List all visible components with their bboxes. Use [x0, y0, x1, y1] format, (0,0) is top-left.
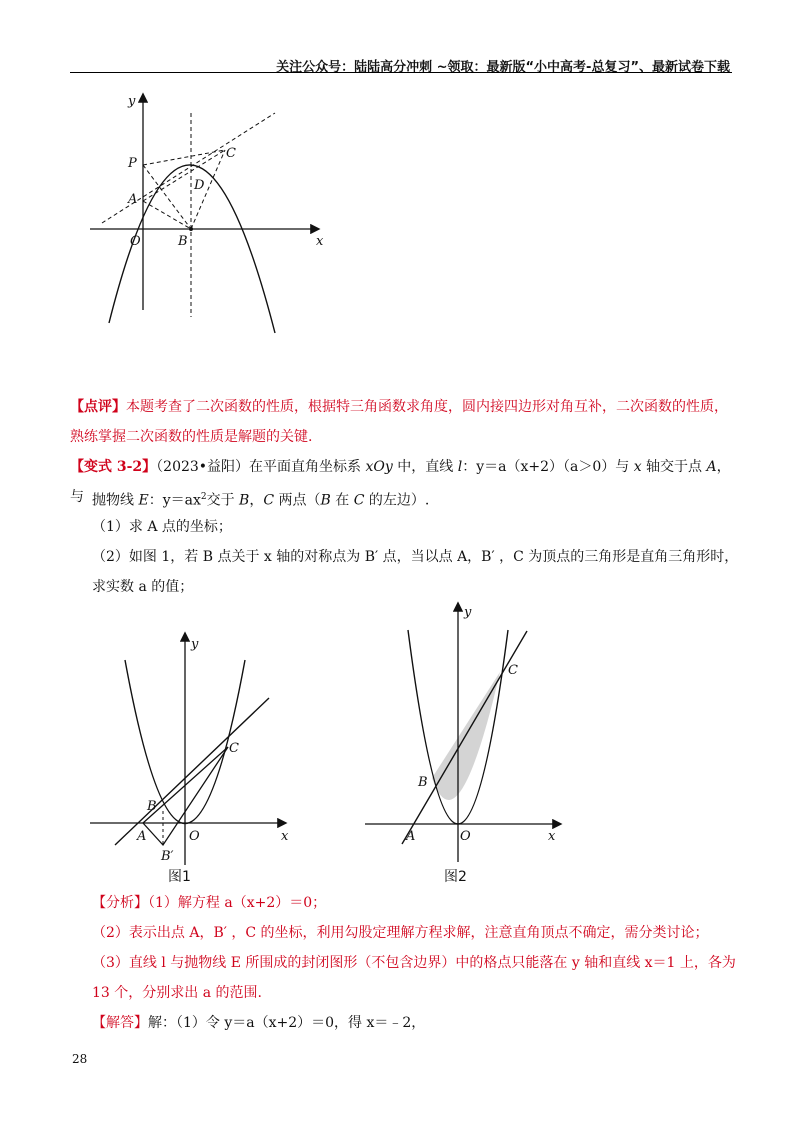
review-line1	[70, 392, 742, 422]
t5: ：	[462, 459, 477, 475]
u9: C	[263, 492, 275, 509]
analysis-line3: （3）直线 l 与抛物线 E 所围成的封闭图形（不包含边界）中的格点只能落在 y 轴和直线 x＝1 上，各为	[92, 955, 736, 971]
question-2-line1: （2）如图 1，若 B 点关于 x 轴的对称点为 B′ 点，当以点 A，B′ ，C 为顶点的三角形是直角三角形时，	[92, 549, 739, 565]
line-PC	[143, 150, 225, 165]
variant-line2	[92, 482, 742, 516]
figure-2	[360, 600, 570, 865]
label-Bp: B′	[161, 849, 174, 864]
u3: ：	[148, 492, 163, 509]
u12: 在	[330, 492, 354, 509]
review-line2: 熟练掌握二次函数的性质是解题的关键.	[70, 429, 313, 445]
label-C: C	[229, 741, 239, 756]
solution-line	[92, 1008, 742, 1038]
label-x: x	[281, 829, 289, 844]
figure-2-caption: 图2	[444, 869, 467, 885]
label-y: y	[191, 637, 199, 652]
label-O: O	[460, 829, 471, 844]
label-B: B	[418, 775, 428, 790]
t9: 轴交于点	[641, 459, 707, 475]
solution-tag: 【解答】	[92, 1015, 148, 1031]
u14: 的左边）.	[364, 492, 430, 509]
label-P: P	[128, 156, 137, 171]
review-text: 本题考查了二次函数的性质，根据特三角函数求角度，圆内接四边形对角互补，二次函数的性质，	[126, 399, 728, 415]
analysis-line4: 13 个，分别求出 a 的范围.	[92, 985, 262, 1001]
t11: ，与	[70, 459, 731, 505]
line-AB	[143, 201, 191, 229]
t1: （2023•益阳）在平面直角坐标系	[156, 459, 366, 475]
u2: E	[138, 492, 149, 509]
point-B	[189, 227, 193, 231]
u10: 两点（	[274, 492, 321, 509]
review-tag: 【点评】	[70, 399, 126, 415]
u7: B	[239, 492, 250, 509]
t3: 中，直线	[392, 459, 458, 475]
line-AC2	[143, 150, 225, 201]
label-A: A	[137, 829, 147, 844]
label-C: C	[508, 663, 518, 678]
label-x: x	[316, 234, 324, 249]
analysis-tag: 【分析】	[92, 895, 148, 911]
u5: 2	[200, 492, 207, 502]
u13: C	[353, 492, 365, 509]
analysis-line2: （2）表示出点 A，B′ ，C 的坐标，利用勾股定理解方程求解，注意直角顶点不确定，需分类讨论；	[92, 925, 709, 941]
header-rule	[70, 72, 732, 73]
label-A: A	[406, 829, 416, 844]
u6: 交于	[206, 492, 240, 509]
t10: A	[706, 459, 717, 475]
solution-text: 解：（1）令 y＝a（x+2）＝0，得 x＝﹣2，	[148, 1015, 426, 1031]
t4: l	[457, 459, 463, 475]
label-O: O	[189, 829, 200, 844]
figure-top	[80, 85, 340, 345]
variant-tag: 【变式 3-2】	[70, 459, 157, 475]
label-y: y	[464, 605, 472, 620]
page-number: 28	[72, 1052, 88, 1066]
u4: y＝ax	[162, 492, 201, 509]
question-2-line2: 求实数 a 的值；	[92, 579, 194, 595]
t2: xOy	[365, 459, 393, 475]
t8: x	[633, 459, 642, 475]
figure-1	[85, 630, 295, 865]
label-y: y	[128, 94, 136, 109]
u11: B	[320, 492, 331, 509]
label-O: O	[130, 234, 141, 249]
label-A: A	[128, 192, 138, 207]
label-x: x	[548, 829, 556, 844]
analysis-text1: （1）解方程 a（x+2）＝0；	[148, 895, 327, 911]
figure-1-caption: 图1	[168, 869, 191, 885]
question-1: （1）求 A 点的坐标；	[92, 519, 232, 535]
t7: 与	[615, 459, 634, 475]
label-D: D	[194, 178, 205, 193]
label-B: B	[147, 799, 157, 814]
label-B: B	[178, 234, 188, 249]
label-C: C	[226, 146, 236, 161]
u1: 抛物线	[92, 492, 139, 509]
t6: y＝a（x+2）（a＞0）	[476, 459, 616, 475]
u8: ，	[249, 492, 264, 509]
page-header: 关注公众号：陆陆高分冲刺 ~领取：最新版“小中高考-总复习”、最新试卷下载	[276, 60, 730, 75]
analysis-line1	[92, 888, 742, 918]
